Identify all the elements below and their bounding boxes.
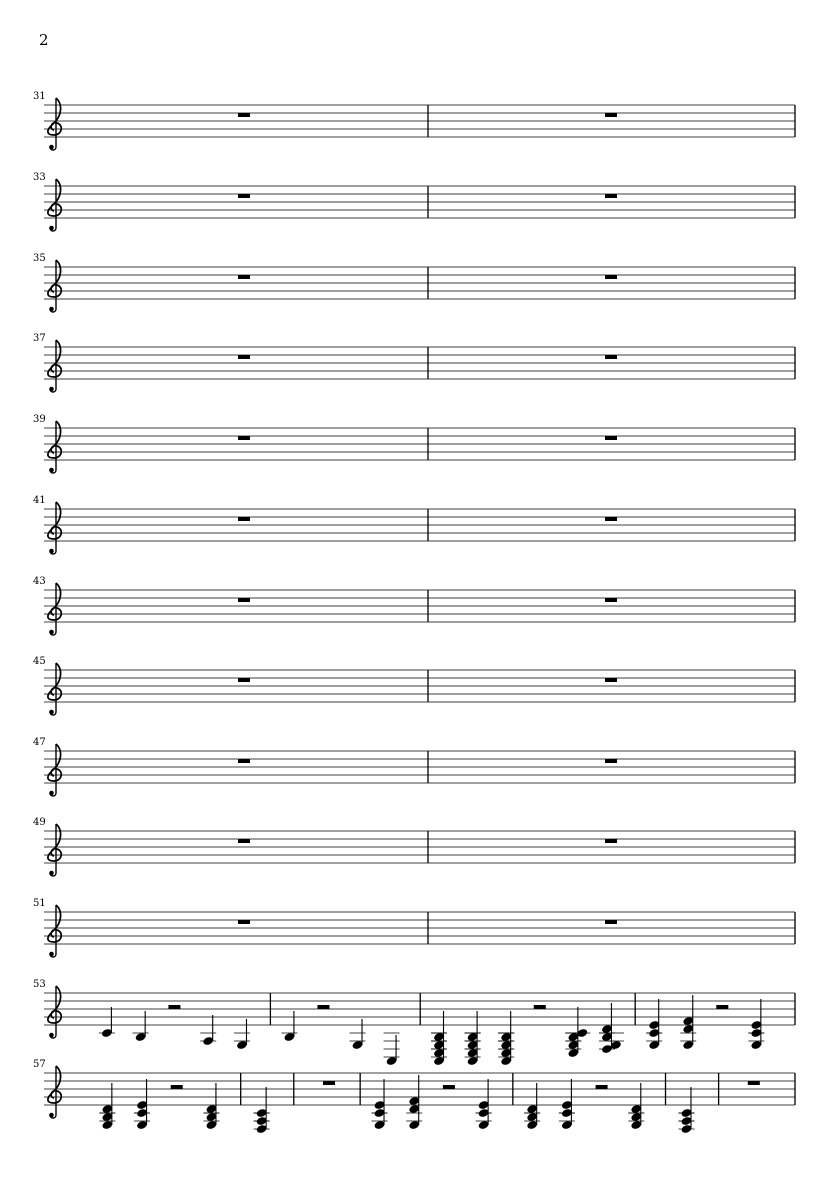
staff-system	[33, 253, 795, 312]
staff-system	[33, 172, 795, 231]
treble-clef-icon	[48, 98, 61, 150]
half-rest-icon	[317, 1005, 329, 1009]
staff-system	[33, 414, 795, 473]
measure-number: 53	[33, 979, 46, 990]
half-rest-icon	[168, 1005, 180, 1009]
chord	[384, 1033, 400, 1066]
measure-number: 49	[33, 817, 46, 828]
chord	[628, 1083, 644, 1130]
staff-system	[33, 737, 795, 796]
measure-number: 41	[33, 495, 46, 506]
measure-number: 33	[33, 172, 46, 183]
chord	[372, 1079, 388, 1130]
chord	[646, 999, 662, 1050]
whole-rest-icon	[238, 678, 250, 682]
chord	[200, 1015, 216, 1046]
whole-rest-icon	[605, 355, 617, 359]
chord	[498, 1011, 514, 1066]
half-rest-icon	[716, 1005, 728, 1009]
treble-clef-icon	[48, 421, 61, 473]
half-rest-icon	[534, 1005, 546, 1009]
staff-system	[33, 817, 795, 876]
treble-clef-icon	[48, 744, 61, 796]
whole-rest-icon	[238, 598, 250, 602]
chord	[134, 1079, 150, 1130]
whole-rest-icon	[605, 598, 617, 602]
staff-system	[33, 333, 795, 392]
treble-clef-icon	[48, 583, 61, 635]
measure-number: 31	[33, 91, 46, 102]
page-number: 2	[39, 31, 49, 49]
chord	[476, 1079, 492, 1130]
whole-rest-icon	[605, 759, 617, 763]
treble-clef-icon	[48, 179, 61, 231]
staff-lines	[44, 670, 795, 702]
staff-lines	[44, 347, 795, 379]
whole-rest-icon	[605, 436, 617, 440]
treble-clef-icon	[48, 340, 61, 392]
measure-number: 39	[33, 414, 46, 425]
chord	[281, 1011, 297, 1042]
measure-number: 47	[33, 737, 46, 748]
chord	[254, 1087, 270, 1134]
chord	[234, 1019, 250, 1050]
staff-lines	[44, 509, 795, 541]
staff-lines	[44, 428, 795, 460]
measure-number: 57	[33, 1059, 46, 1070]
whole-rest-icon	[238, 275, 250, 279]
staff-system	[33, 656, 795, 715]
whole-rest-icon	[238, 194, 250, 198]
staff-lines	[44, 1073, 795, 1105]
whole-rest-icon	[238, 759, 250, 763]
chord	[524, 1083, 540, 1130]
staff-system	[33, 1059, 795, 1134]
whole-rest-icon	[605, 839, 617, 843]
whole-rest-icon	[323, 1081, 335, 1085]
measure-number: 45	[33, 656, 46, 667]
whole-rest-icon	[605, 275, 617, 279]
chord	[99, 1083, 115, 1130]
chord	[559, 1079, 575, 1130]
chord	[678, 1087, 694, 1134]
treble-clef-icon	[48, 502, 61, 554]
staff-system	[33, 495, 795, 554]
whole-rest-icon	[605, 194, 617, 198]
chord	[350, 1019, 366, 1050]
whole-rest-icon	[238, 355, 250, 359]
whole-rest-icon	[238, 113, 250, 117]
staff-lines	[44, 751, 795, 783]
treble-clef-icon	[48, 824, 61, 876]
chord	[748, 999, 764, 1050]
measure-number: 51	[33, 898, 46, 909]
half-rest-icon	[443, 1085, 455, 1089]
staff-lines	[44, 912, 795, 944]
treble-clef-icon	[48, 905, 61, 957]
chord	[680, 995, 696, 1050]
whole-rest-icon	[748, 1081, 760, 1085]
whole-rest-icon	[238, 436, 250, 440]
staff-lines	[44, 993, 795, 1025]
whole-rest-icon	[605, 113, 617, 117]
chord	[465, 1011, 481, 1066]
treble-clef-icon	[48, 260, 61, 312]
treble-clef-icon	[48, 663, 61, 715]
whole-rest-icon	[605, 920, 617, 924]
whole-rest-icon	[238, 839, 250, 843]
staff-system	[33, 91, 795, 150]
treble-clef-icon	[48, 1066, 61, 1118]
chord	[599, 1003, 624, 1054]
chord	[406, 1075, 422, 1130]
staff-system	[33, 979, 795, 1066]
measure-number: 35	[33, 253, 46, 264]
staff-lines	[44, 831, 795, 863]
whole-rest-icon	[238, 517, 250, 521]
staff-system	[33, 898, 795, 957]
measure-number: 43	[33, 576, 46, 587]
staff-lines	[44, 590, 795, 622]
treble-clef-icon	[48, 986, 61, 1038]
chord	[565, 1007, 590, 1058]
measure-number: 37	[33, 333, 46, 344]
staff-system	[33, 576, 795, 635]
whole-rest-icon	[605, 678, 617, 682]
half-rest-icon	[596, 1085, 608, 1089]
staff-lines	[44, 267, 795, 299]
chord	[431, 1011, 447, 1066]
chord	[203, 1083, 219, 1130]
whole-rest-icon	[238, 920, 250, 924]
staff-lines	[44, 186, 795, 218]
staff-lines	[44, 105, 795, 137]
chord	[133, 1011, 149, 1042]
chord	[99, 1007, 115, 1038]
whole-rest-icon	[605, 517, 617, 521]
half-rest-icon	[171, 1085, 183, 1089]
